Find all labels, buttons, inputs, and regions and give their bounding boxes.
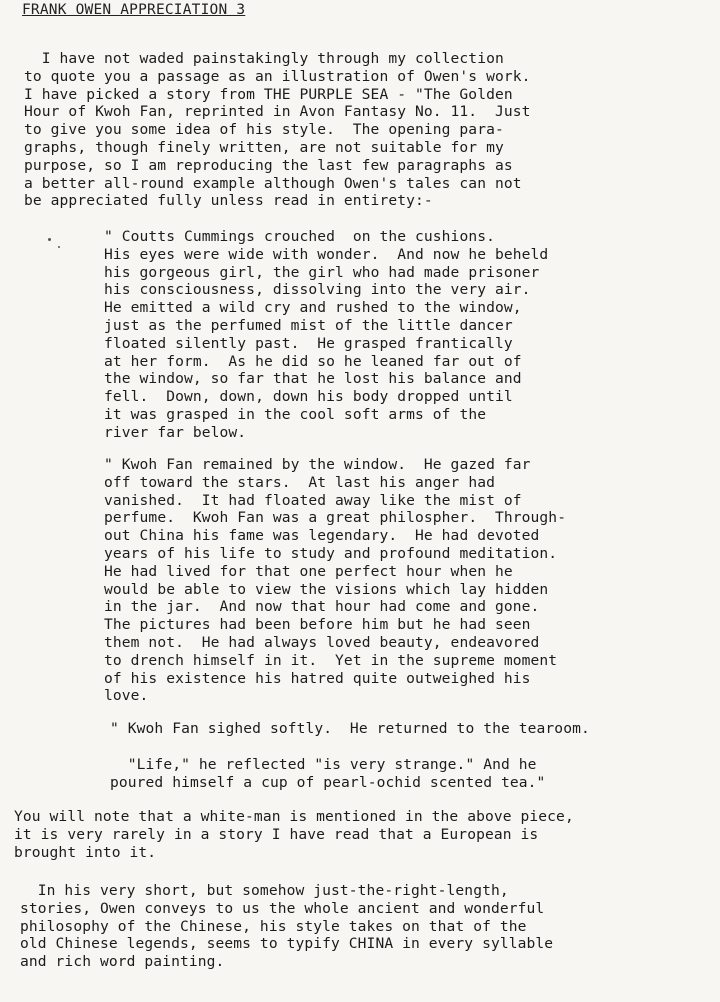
text-line: "Life," he reflected "is very strange." And he — [110, 756, 537, 773]
text-line: would be able to view the visions which lay hidden — [104, 580, 549, 598]
page-header: FRANK OWEN APPRECIATION 3 — [22, 2, 246, 18]
text-line: perfume. Kwoh Fan was a great philospher. Through- — [104, 509, 567, 527]
text-line: " Coutts Cummings crouched on the cushions. — [104, 228, 495, 245]
text-line: philosophy of the Chinese, his style takes on that of the — [20, 917, 527, 935]
text-line: off toward the stars. At last his anger had — [104, 473, 495, 491]
text-line: You will note that a white-man is mentioned in the above piece, — [14, 808, 574, 825]
text-line: be appreciated fully unless read in entirety:- — [24, 192, 433, 210]
text-line: His eyes were wide with wonder. And now he beheld — [104, 245, 549, 263]
quoted-passage-1 — [104, 228, 548, 442]
text-line: his consciousness, dissolving into the very air. — [104, 281, 531, 299]
text-line: to give you some idea of his style. The opening para- — [24, 121, 504, 139]
quoted-passage-2 — [104, 456, 566, 705]
commentary-paragraph-2 — [20, 882, 553, 971]
text-line: to drench himself in it. Yet in the supreme moment — [104, 651, 558, 669]
text-line: " Kwoh Fan remained by the window. He gazed far — [104, 456, 531, 473]
text-line: in the jar. And now that hour had come and gone. — [104, 598, 540, 616]
text-line: purpose, so I am reproducing the last few paragraphs as — [24, 156, 513, 174]
text-line: " Kwoh Fan sighed softly. He returned to the tearoom. — [110, 720, 590, 737]
text-line: old Chinese legends, seems to typify CHINA in every syllable — [20, 935, 554, 953]
intro-paragraph — [24, 50, 531, 210]
text-line: a better all-round example although Owen's tales can not — [24, 174, 522, 192]
text-line: stories, Owen conveys to us the whole ancient and wonderful — [20, 899, 545, 917]
text-line: In his very short, but somehow just-the-right-length, — [20, 882, 509, 899]
text-line: it is very rarely in a story I have read that a European is — [14, 825, 539, 843]
text-line: The pictures had been before him but he had seen — [104, 616, 531, 634]
text-line: to quote you a passage as an illustration of Owen's work. — [24, 67, 531, 85]
text-line: graphs, though finely written, are not suitable for my — [24, 138, 504, 156]
text-line: and rich word painting. — [20, 953, 225, 971]
scan-speck — [58, 246, 60, 248]
text-line: love. — [104, 687, 149, 705]
text-line: floated silently past. He grasped frantically — [104, 334, 513, 352]
text-line: at her form. As he did so he leaned far out of — [104, 352, 522, 370]
quoted-passage-4 — [110, 756, 545, 792]
text-line: I have picked a story from THE PURPLE SEA - "The Golden — [24, 85, 513, 103]
text-line: brought into it. — [14, 843, 157, 861]
text-line: fell. Down, down, down his body dropped until — [104, 388, 513, 406]
text-line: vanished. It had floated away like the mist of — [104, 491, 522, 509]
text-line: I have not waded painstakingly through my collection — [24, 50, 504, 67]
quoted-passage-3 — [110, 720, 590, 738]
text-line: the window, so far that he lost his balance and — [104, 370, 522, 388]
commentary-paragraph-1 — [14, 808, 574, 861]
text-line: Hour of Kwoh Fan, reprinted in Avon Fantasy No. 11. Just — [24, 103, 531, 121]
text-line: He emitted a wild cry and rushed to the window, — [104, 299, 522, 317]
text-line: it was grasped in the cool soft arms of the — [104, 405, 487, 423]
text-line: He had lived for that one perfect hour when he — [104, 562, 513, 580]
text-line: of his existence his hatred quite outweighed his — [104, 669, 531, 687]
text-line: years of his life to study and profound meditation. — [104, 544, 558, 562]
text-line: poured himself a cup of pearl-ochid scented tea." — [110, 773, 546, 791]
text-line: his gorgeous girl, the girl who had made prisoner — [104, 263, 540, 281]
text-line: river far below. — [104, 423, 247, 441]
scan-speck — [48, 238, 51, 241]
text-line: them not. He had always loved beauty, endeavored — [104, 633, 540, 651]
text-line: just as the perfumed mist of the little dancer — [104, 316, 513, 334]
text-line: out China his fame was legendary. He had devoted — [104, 527, 540, 545]
